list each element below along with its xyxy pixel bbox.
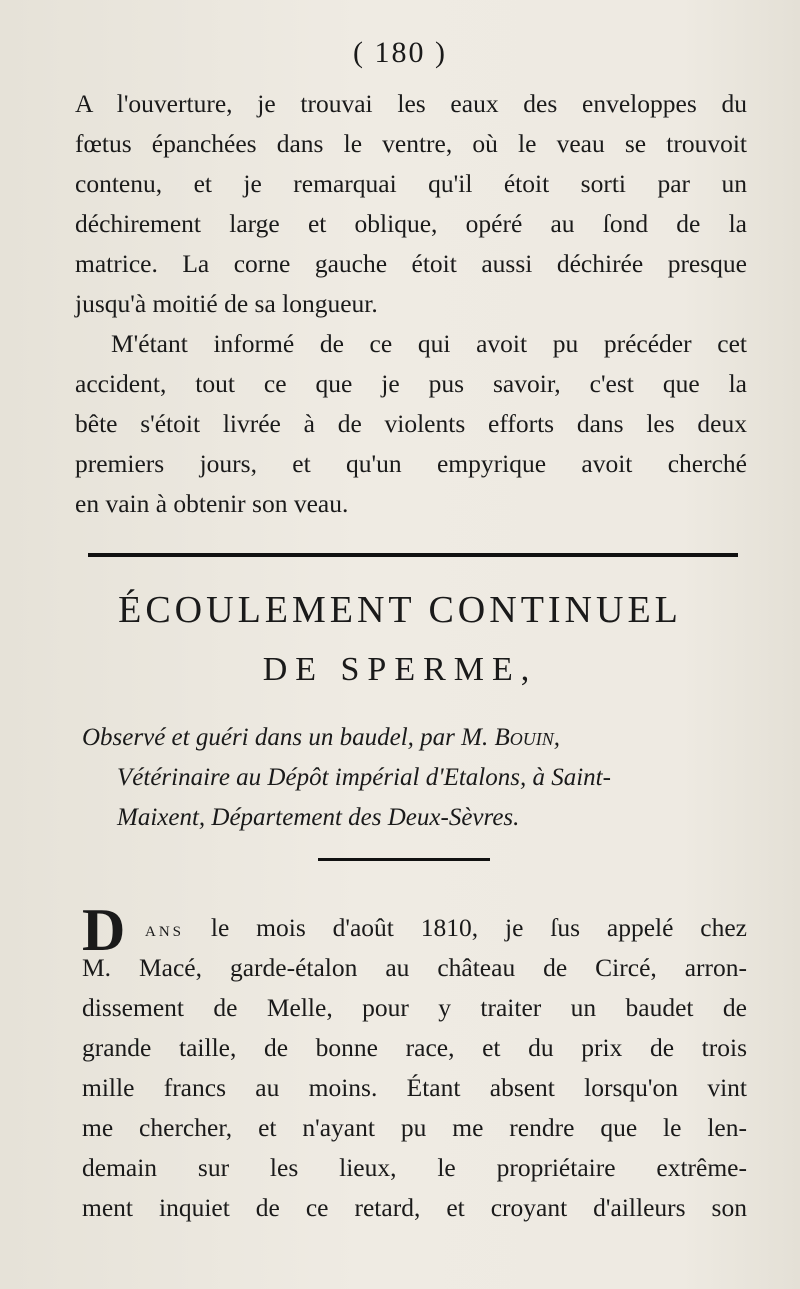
section-title: ÉCOULEMENT CONTINUEL (118, 589, 682, 631)
text-line: M. Macé, garde-étalon au château de Circé, arron- (82, 953, 747, 982)
text-line: mille francs au moins. Étant absent lorsqu'on vint (82, 1073, 747, 1102)
drop-cap: D (82, 897, 126, 963)
paragraph-first-line (145, 908, 747, 949)
paragraph-accident (75, 324, 747, 524)
subtitle-text: Observé et guéri dans un baudel, par M. (82, 724, 495, 751)
section-divider (88, 553, 738, 557)
page-number: ( 180 ) (353, 36, 447, 69)
text-line: ment inquiet de ce retard, et croyant d'ailleurs son (82, 1193, 747, 1222)
first-word-rest: ans (145, 916, 185, 941)
text-line: déchirement large et oblique, opéré au ſond de la (75, 209, 747, 238)
text-line: bête s'étoit livrée à de violents efforts dans les deux (75, 409, 747, 438)
text-line: demain sur les lieux, le propriétaire extrême- (82, 1153, 747, 1182)
text-line (145, 908, 747, 949)
subtitle-line: Vétérinaire au Dépôt impérial d'Etalons, à Saint- (117, 764, 611, 791)
text-line: premiers jours, et qu'un empyrique avoit cherché (75, 449, 747, 478)
short-divider (318, 858, 490, 861)
paragraph-baudet (82, 948, 747, 1228)
text-line: M'étant informé de ce qui avoit pu précéder cet (111, 329, 747, 358)
text-line: jusqu'à moitié de sa longueur. (75, 289, 378, 318)
subtitle-comma: , (553, 724, 560, 751)
text-span: le mois d'août 1810, je ſus appelé chez (210, 913, 747, 942)
text-line: fœtus épanchées dans le ventre, où le veau se trouvoit (75, 129, 747, 158)
author-name: Bouin (494, 724, 554, 751)
text-line: A l'ouverture, je trouvai les eaux des enveloppes du (75, 89, 747, 118)
text-line: accident, tout ce que je pus savoir, c'est que la (75, 369, 747, 398)
text-line: en vain à obtenir son veau. (75, 489, 349, 518)
text-line: dissement de Melle, pour y traiter un baudet de (82, 993, 747, 1022)
text-line: contenu, et je remarquai qu'il étoit sorti par un (75, 169, 747, 198)
text-line: me chercher, et n'ayant pu me rendre que le len- (82, 1113, 747, 1142)
text-line: matrice. La corne gauche étoit aussi déchirée presque (75, 249, 747, 278)
section-title-line2: DE SPERME, (262, 651, 538, 688)
paragraph-autopsy (75, 84, 747, 324)
text-line: grande taille, de bonne race, et du prix de trois (82, 1033, 747, 1062)
subtitle-line: Maixent, Département des Deux-Sèvres. (117, 804, 520, 831)
subtitle-line (82, 718, 762, 758)
